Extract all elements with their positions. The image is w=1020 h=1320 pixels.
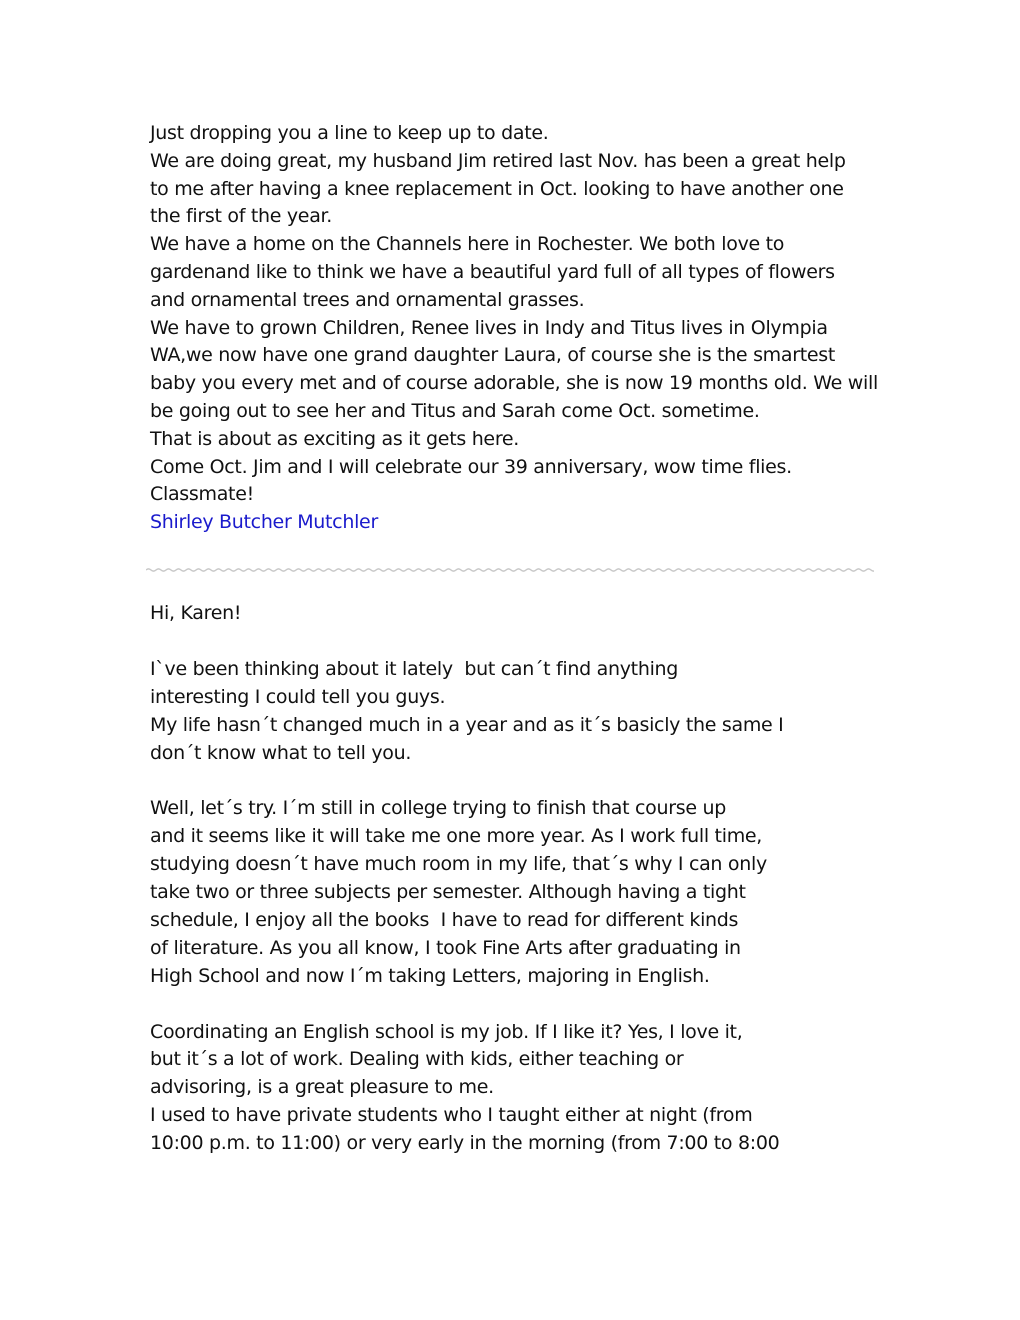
letter-line: the first of the year. [150,205,333,228]
letter-line: We have a home on the Channels here in Rochester. We both love to [150,233,785,256]
letter-line: I used to have private students who I taught either at night (from [150,1104,753,1127]
greeting: Hi, Karen! [150,602,242,624]
letter-line: don´t know what to tell you. [150,741,412,764]
letter-line: schedule, I enjoy all the books I have to read for different kinds [150,908,739,931]
letter-line: Well, let´s try. I´m still in college trying to finish that course up [150,797,726,820]
paragraph-spacer [150,628,880,656]
letter-line: My life hasn´t changed much in a year and as it´s basicly the same I [150,713,784,736]
wavy-divider-line [146,565,874,575]
letter-line: gardenand like to think we have a beautiful yard full of all types of flowers [150,260,835,283]
letter-line: 10:00 p.m. to 11:00) or very early in the morning (from 7:00 to 8:00 [150,1132,780,1155]
letter-line: I`ve been thinking about it lately but can´t find anything [150,657,679,680]
letter-line: studying doesn´t have much room in my life, that´s why I can only [150,853,767,876]
letter-line: Come Oct. Jim and I will celebrate our 39 anniversary, wow time flies. [150,455,792,478]
letter-line: of literature. As you all know, I took Fine Arts after graduating in [150,936,741,959]
letter-line: but it´s a lot of work. Dealing with kids, either teaching or [150,1048,684,1071]
letter-line: Classmate! [150,483,254,506]
letter-karen [150,600,880,1158]
letter-line: WA,we now have one grand daughter Laura, of course she is the smartest [150,344,836,367]
letter-line: and ornamental trees and ornamental grasses. [150,288,585,311]
letter-line: advisoring, is a great pleasure to me. [150,1076,494,1099]
letter-line: High School and now I´m taking Letters, majoring in English. [150,964,710,987]
letter-line: Coordinating an English school is my job. If I like it? Yes, I love it, [150,1020,743,1043]
wavy-divider [146,565,874,575]
letter-line: to me after having a knee replacement in Oct. looking to have another one [150,177,844,200]
letter-line: That is about as exciting as it gets here. [150,427,520,450]
paragraph-spacer [150,767,880,795]
letter-line: be going out to see her and Titus and Sarah come Oct. sometime. [150,399,760,422]
letter-line: take two or three subjects per semester. Although having a tight [150,881,746,904]
letter-line: Just dropping you a line to keep up to date. [150,122,549,144]
letter-shirley [150,120,880,537]
letter-line: We are doing great, my husband Jim retired last Nov. has been a great help [150,149,846,172]
letter-line: interesting I could tell you guys. [150,685,446,708]
signature-shirley: Shirley Butcher Mutchler [150,511,378,534]
letter-line: We have to grown Children, Renee lives in Indy and Titus lives in Olympia [150,316,828,339]
paragraph-spacer [150,991,880,1019]
letter-line: baby you every met and of course adorable, she is now 19 months old. We will [150,372,878,395]
letter-line: and it seems like it will take me one more year. As I work full time, [150,825,763,848]
